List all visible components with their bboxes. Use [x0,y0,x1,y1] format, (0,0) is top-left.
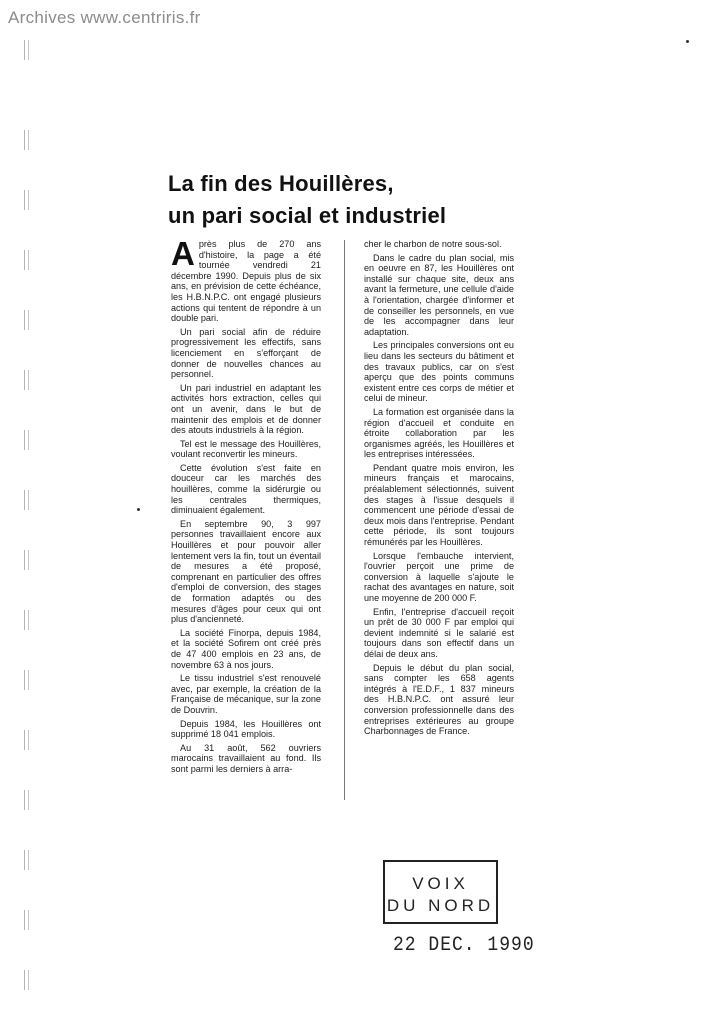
paragraph: Depuis 1984, les Houillères ont supprimé 18 041 emplois. [171,718,321,740]
paragraph: La société Finorpa, depuis 1984, et la société Sofirem ont créé près de 47 400 emplois en 23 ans, de novembre 63 à nos jours. [171,627,321,670]
paragraph: Un pari social afin de réduire progressivement les effectifs, sans licenciement en s'efforçant de donner de nouvelles chances au personnel. [171,326,321,380]
stamp-line-1: VOIX [412,874,469,893]
headline-line-2: un pari social et industriel [168,203,447,228]
paragraph: Tel est le message des Houillères, voulant reconvertir les mineurs. [171,438,321,460]
headline-line-1: La fin des Houillères, [168,171,394,196]
article-headline [168,168,568,232]
paragraph: En septembre 90, 3 997 personnes travaillaient encore aux Houillères et pour pouvoir aller lentement vers la fin, tout un éventail de mesures a été proposé, comprenant en particulier des offres d'emploi de conversion, des stages de formation adaptés ou des mesures d'âges pour ceux qui ont plus d'ancienneté. [171,518,321,625]
archive-watermark: Archives www.centriris.fr [8,8,201,27]
stamp-line-2: DU NORD [386,896,495,915]
paragraph: Dans le cadre du plan social, mis en oeuvre en 87, les Houillères ont installé sur chaque site, deux ans avant la fermeture, une cellule d'aide à l'orientation, chargée d'informer et de conseiller les personnels, en vue de les accompagner dans leur adaptation. [364,252,514,337]
paragraph: Le tissu industriel s'est renouvelé avec, par exemple, la création de la Française de mécanique, sur la zone de Douvrin. [171,673,321,715]
paragraph: Enfin, l'entreprise d'accueil reçoit un prêt de 30 000 F par emploi qui devient indemnité si le salarié est toujours dans son effectif dans un délai de deux ans. [364,606,514,659]
drop-cap: A [171,235,195,272]
paragraph: Lorsque l'embauche intervient, l'ouvrier perçoit une prime de conversion à laquelle s'ajoute le rachat des avantages en nature, soit une moyenne de 200 000 F. [364,550,514,603]
paragraph: Depuis le début du plan social, sans compter les 658 agents intégrés à l'E.D.F., 1 837 mineurs des H.B.N.P.C. ont assuré leur conversion professionnelle dans des entreprises extérieures au groupe Charbonnages de France. [364,662,514,737]
article-column-left [171,235,321,775]
article-column-right [364,239,514,737]
paragraph: Les principales conversions ont eu lieu dans les secteurs du bâtiment et des travaux publics, car on s'est aperçu que des points communs existent entre ces corps de métier et celui de mineur. [364,340,514,404]
scan-speck [686,40,689,43]
scan-speck [137,508,140,511]
binder-holes [22,40,36,1020]
paragraph: Après plus de 270 ans d'histoire, la page a été tournée vendredi 21 décembre 1990. Depuis plus de six ans, en prévision de cette échéance, les H.B.N.P.C. ont engagé plusieurs actions qui tentent de répondre à un double pari. [171,235,321,324]
stamp-date: 22 DEC. 1990 [393,934,535,957]
paragraph: Pendant quatre mois environ, les mineurs français et marocains, préalablement sélectionnés, suivent des stages à l'issue desquels il commencent une période d'essai de deux mois dans l'entreprise. Pendant cette période, ils sont toujours rémunérés par les Houillères. [364,462,514,548]
paragraph: Un pari industriel en adaptant les activités hors extraction, celles qui ont un avenir, dans le but de maintenir des emplois et de donner des atouts industriels à la région. [171,382,321,436]
column-divider [344,240,345,800]
newspaper-stamp [383,860,498,924]
paragraph: Cette évolution s'est faite en douceur car les marchés des houillères, comme la sidérurgie ou les centrales thermiques, diminuaient également. [171,462,321,516]
paragraph: La formation est organisée dans la région d'accueil et conduite en étroite collaboration par les organismes agréés, les Houillères et les entreprises intéressées. [364,406,514,460]
paragraph-continuation: cher le charbon de notre sous-sol. [364,239,502,249]
paragraph: Au 31 août, 562 ouvriers marocains travaillaient au fond. Ils sont parmi les derniers à arra- [171,742,321,774]
